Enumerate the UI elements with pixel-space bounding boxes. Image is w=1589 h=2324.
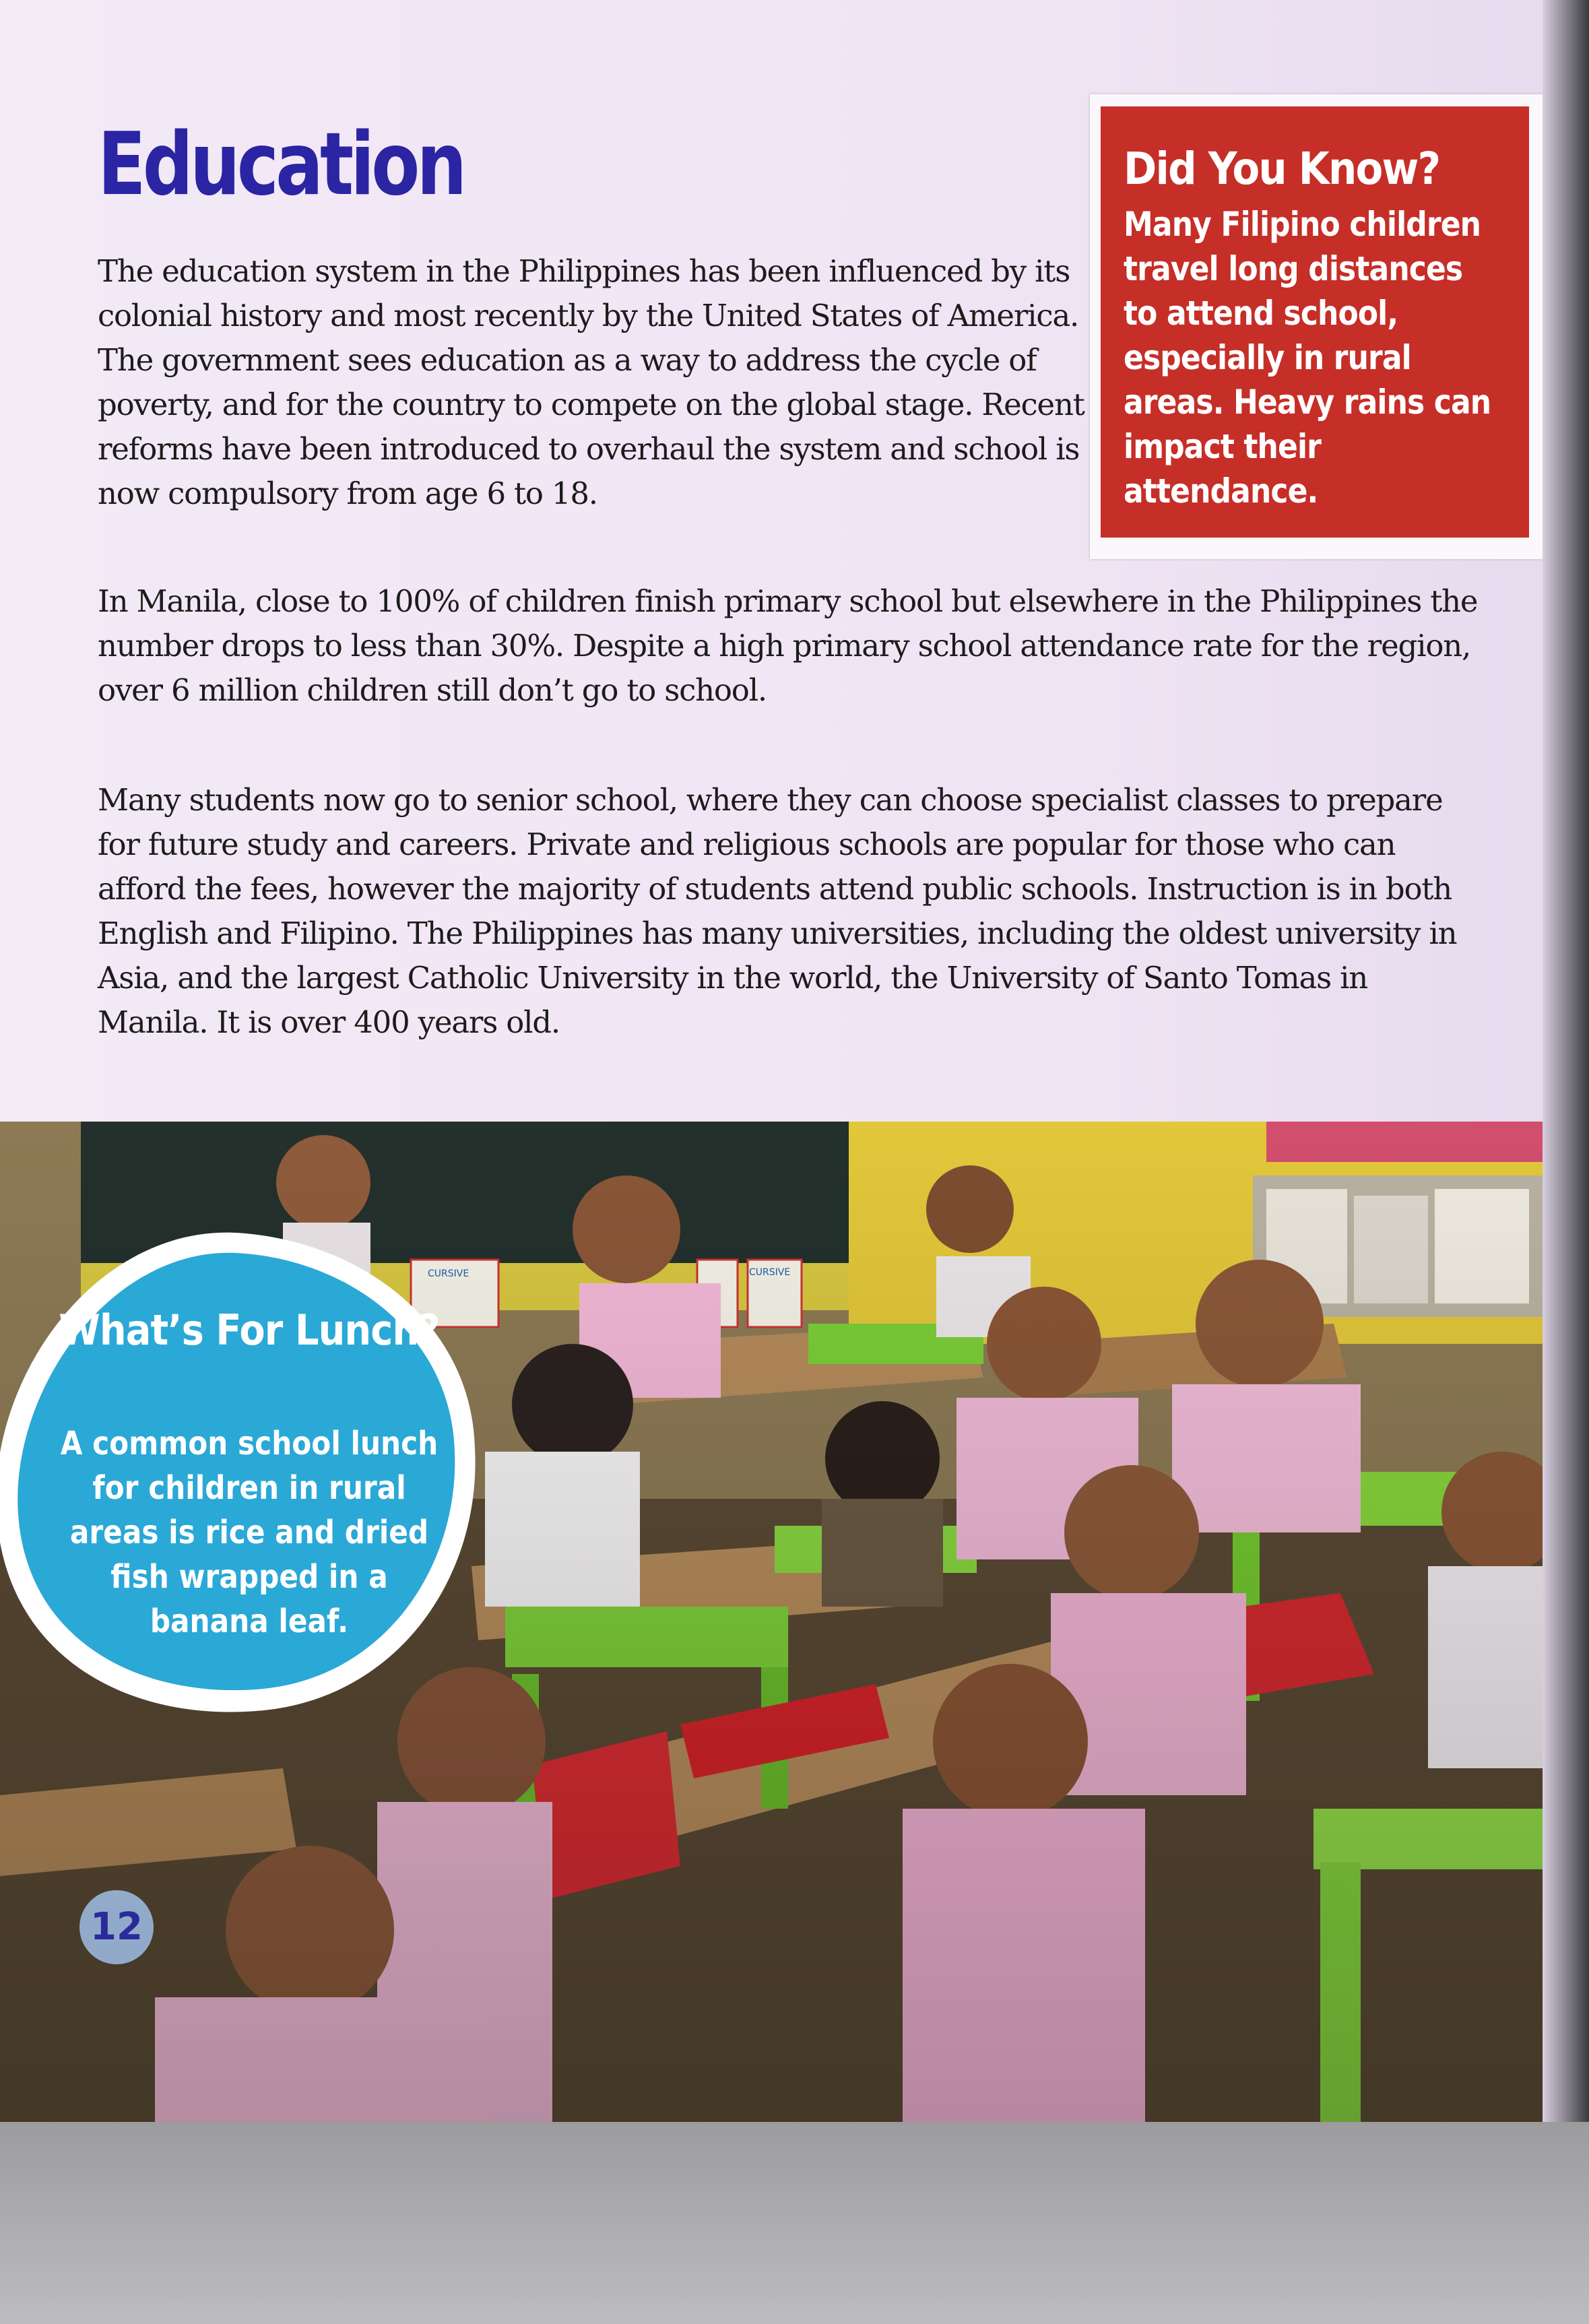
did-you-know-title: Did You Know? bbox=[1124, 143, 1440, 195]
scanner-background bbox=[0, 2122, 1589, 2324]
paragraph-history: The education system in the Philippines has been influenced by its colonial history and most recently by the United States of America. The government sees education as a way to address the cycle of poverty, and for the country to compete on the global stage. Recent reforms have been introduced to overhaul the system and school is now compulsory from age 6 to 18. bbox=[98, 253, 1084, 511]
paragraph-attendance: In Manila, close to 100% of children finish primary school but elsewhere in the Philippines the number drops to less than 30%. Despite a high primary school attendance rate for the region, over 6 million children still don’t go to school. bbox=[98, 583, 1478, 708]
page-edge-shadow bbox=[1543, 0, 1589, 2122]
did-you-know-box bbox=[1090, 94, 1543, 559]
whats-for-lunch-bubble bbox=[0, 1226, 492, 1724]
did-you-know-text: Many Filipino children travel long distances to attend school, especially in rural areas. Heavy rains can impact their attendance. bbox=[1124, 205, 1491, 511]
page-number: 12 bbox=[79, 1890, 154, 1964]
lunch-text: A common school lunch for children in rural areas is rice and dried fish wrapped in a banana leaf. bbox=[60, 1425, 439, 1640]
page-title: Education bbox=[98, 115, 464, 215]
paragraph-senior-school: Many students now go to senior school, where they can choose specialist classes to prepare for future study and careers. Private and religious schools are popular for those who can afford the fees, however the majority of students attend public schools. Instruction is in both English and Filipino. The Philippines has many universities, including the oldest university in Asia, and the largest Catholic University in the world, the University of Santo Tomas in Manila. It is over 400 years old. bbox=[98, 782, 1457, 1040]
lunch-title: What’s For Lunch? bbox=[59, 1305, 440, 1355]
